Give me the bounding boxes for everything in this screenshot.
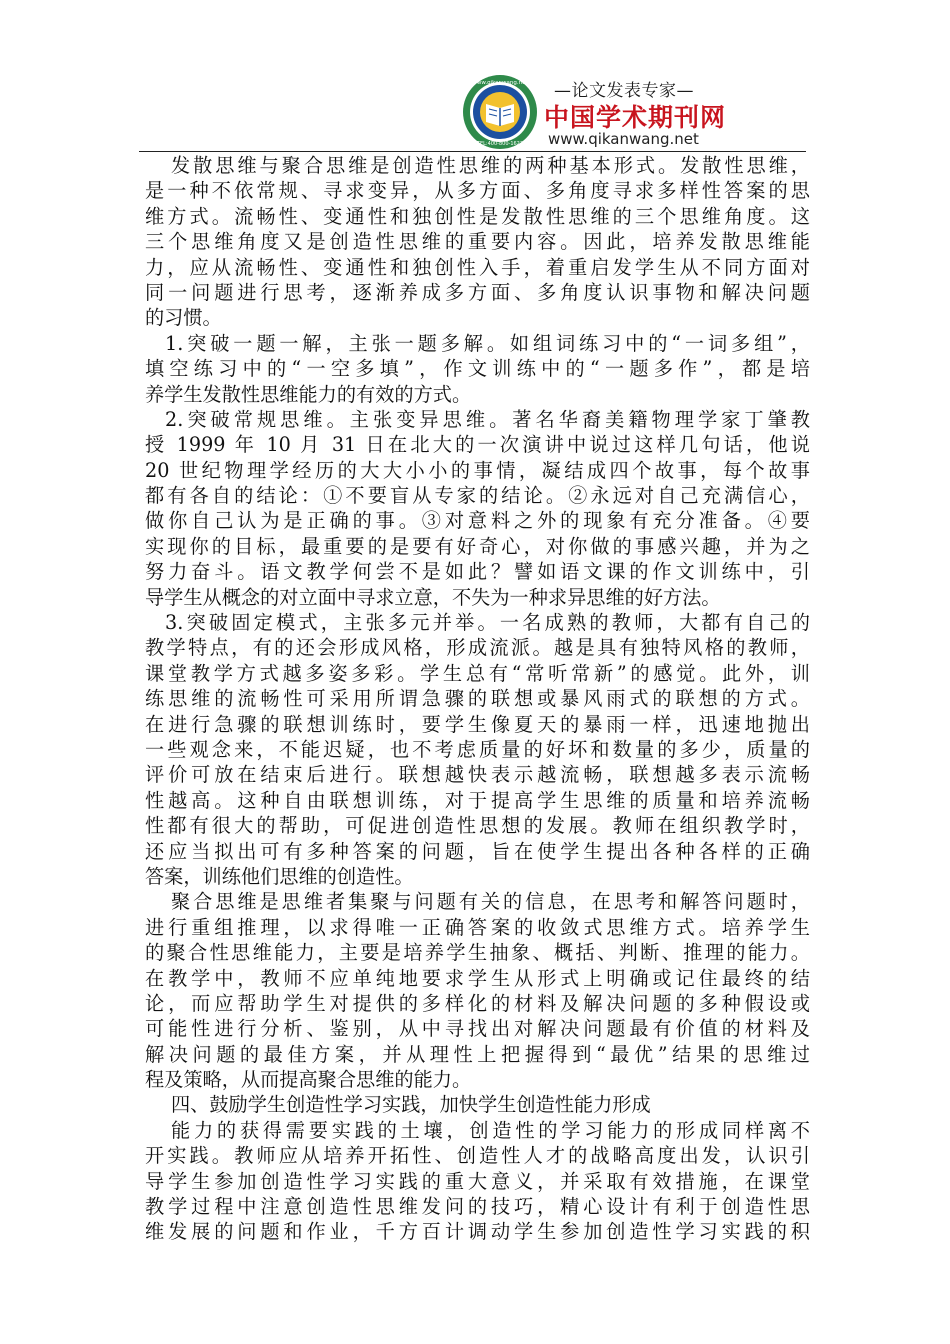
text-line: 性都有很大的帮助，可促进创造性思想的发展。教师在组织教学时， xyxy=(145,814,810,838)
text-line: 实现你的目标，最重要的是要有好奇心，对你做的事感兴趣，并为之 xyxy=(145,534,810,558)
text-line: 论，而应帮助学生对提供的多样化的材料及解决问题的多种假设或 xyxy=(145,991,810,1015)
text-line: 都有各自的结论：①不要盲从专家的结论。②永远对自己充满信心， xyxy=(145,484,810,508)
text-line: 发散思维与聚合思维是创造性思维的两种基本形式。发散性思维， xyxy=(171,154,810,177)
text-line: 做你自己认为是正确的事。③对意料之外的现象有充分准备。④要 xyxy=(145,509,810,533)
text-line: 20 世纪物理学经历的大大小小的事情，凝结成四个故事，每个故事 xyxy=(145,458,810,482)
text-line: 维发展的问题和作业，千方百计调动学生参加创造性学习实践的积 xyxy=(145,1220,810,1244)
text-line: 在进行急骤的联想训练时，要学生像夏天的暴雨一样，迅速地抛出 xyxy=(145,712,810,736)
text-line: 答案，训练他们思维的创造性。 xyxy=(145,864,414,888)
text-line: 开实践。教师应从培养开拓性、创造性人才的战略高度出发，认识引 xyxy=(145,1144,810,1168)
text-line: 是一种不依常规、寻求变异，从多方面、多角度寻求多样性答案的思 xyxy=(145,179,810,203)
svg-text:TEL:400-800-1622: TEL:400-800-1622 xyxy=(476,141,524,147)
article-body xyxy=(145,153,810,1245)
text-line: 1.突破一题一解，主张一题多解。如组词练习中的“一词多组”， xyxy=(165,331,810,355)
text-line: 解决问题的最佳方案，并从理性上把握得到“最优”结果的思维过 xyxy=(145,1042,810,1066)
text-line: 维方式。流畅性、变通性和独创性是发散性思维的三个思维角度。这 xyxy=(145,204,810,228)
text-line: 教学过程中注意创造性思维发问的技巧，精心设计有利于创造性思 xyxy=(145,1195,810,1219)
text-line: 2.突破常规思维。主张变异思维。著名华裔美籍物理学家丁肇教 xyxy=(165,407,810,431)
text-line: 还应当拟出可有多种答案的问题，旨在使学生提出各种各样的正确 xyxy=(145,839,810,863)
logo-url: www.qikanwang.net xyxy=(548,130,699,148)
text-line: 在教学中，教师不应单纯地要求学生从形式上明确或记住最终的结 xyxy=(145,966,810,990)
text-line: 的聚合性思维能力，主要是培养学生抽象、概括、判断、推理的能力。 xyxy=(145,941,810,965)
text-line: 的习惯。 xyxy=(145,306,222,330)
text-line: 评价可放在结束后进行。联想越快表示越流畅，联想越多表示流畅 xyxy=(145,763,810,787)
text-line: 教学特点，有的还会形成风格，形成流派。越是具有独特风格的教师， xyxy=(145,636,810,660)
text-line: 进行重组推理，以求得唯一正确答案的收敛式思维方式。培养学生 xyxy=(145,915,810,939)
header-divider xyxy=(139,151,806,152)
logo-brand-name: 中国学术期刊网 xyxy=(544,103,727,132)
seal-logo-icon xyxy=(462,74,538,150)
text-line: 3.突破固定模式，主张多元并举。一名成熟的教师，大都有自己的 xyxy=(165,611,810,635)
text-line: 课堂教学方式越多姿多彩。学生总有“常听常新”的感觉。此外，训 xyxy=(145,661,810,685)
svg-text:www.qikanwang.net: www.qikanwang.net xyxy=(472,80,528,86)
text-line: 能力的获得需要实践的土壤，创造性的学习能力的形成同样离不 xyxy=(171,1118,810,1142)
text-line: 性越高。这种自由联想训练，对于提高学生思维的质量和培养流畅 xyxy=(145,788,810,812)
text-line: 练思维的流畅性可采用所谓急骤的联想或暴风雨式的联想的方式。 xyxy=(145,687,810,711)
text-line: 可能性进行分析、鉴别，从中寻找出对解决问题最有价值的材料及 xyxy=(145,1017,810,1041)
text-line: 填空练习中的“一空多填”，作文训练中的“一题多作”，都是培 xyxy=(145,357,810,381)
text-line: 一些观念来，不能迟疑，也不考虑质量的好坏和数量的多少，质量的 xyxy=(145,737,810,761)
text-line: 同一问题进行思考，逐渐养成多方面、多角度认识事物和解决问题 xyxy=(145,280,810,304)
text-line: 导学生从概念的对立面中寻求立意，不失为一种求异思维的好方法。 xyxy=(145,585,721,609)
text-line: 三个思维角度又是创造性思维的重要内容。因此，培养发散思维能 xyxy=(145,230,810,254)
logo-slogan: —论文发表专家— xyxy=(554,81,694,101)
text-line: 努力奋斗。语文教学何尝不是如此？譬如语文课的作文训练中，引 xyxy=(145,560,810,584)
text-line: 导学生参加创造性学习实践的重大意义，并采取有效措施，在课堂 xyxy=(145,1169,810,1193)
text-line: 聚合思维是思维者集聚与问题有关的信息，在思考和解答问题时， xyxy=(171,890,810,914)
text-line: 程及策略，从而提高聚合思维的能力。 xyxy=(145,1068,472,1092)
text-line: 授 1999 年 10 月 31 日在北大的一次演讲中说过这样几句话，他说 xyxy=(145,433,810,457)
text-line: 力，应从流畅性、变通性和独创性入手，着重启发学生从不同方面对 xyxy=(145,255,810,279)
site-logo xyxy=(462,74,727,150)
section-heading: 四、鼓励学生创造性学习实践，加快学生创造性能力形成 xyxy=(171,1093,651,1117)
text-line: 养学生发散性思维能力的有效的方式。 xyxy=(145,382,472,406)
